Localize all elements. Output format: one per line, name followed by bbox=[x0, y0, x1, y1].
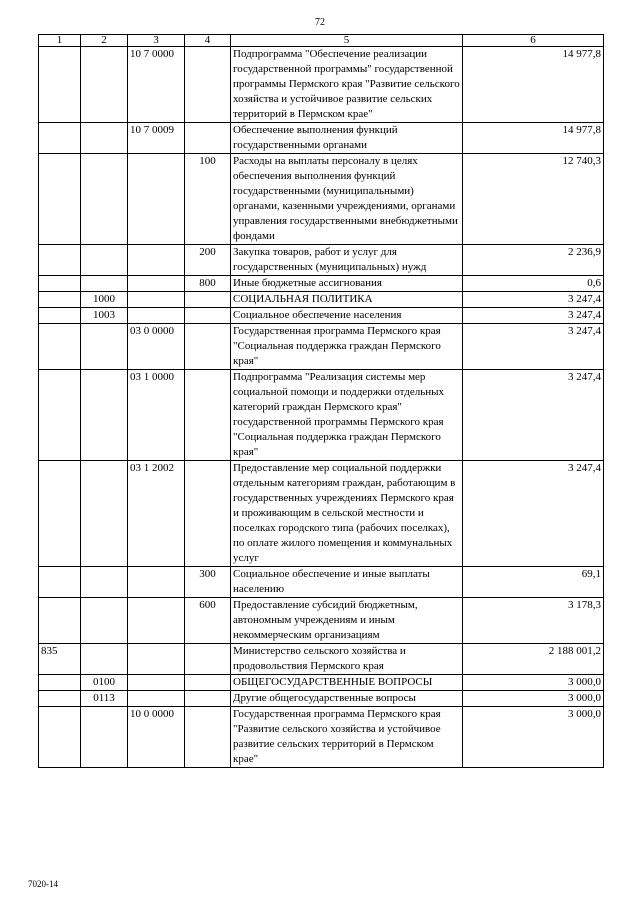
target-item-code-cell bbox=[128, 292, 185, 308]
amount-cell: 2 236,9 bbox=[463, 245, 604, 276]
expense-type-code-cell bbox=[185, 461, 231, 567]
page-number: 72 bbox=[315, 17, 325, 28]
table-row bbox=[39, 123, 604, 154]
description-cell: Подпрограмма "Обеспечение реализации государственной программы" государственной программы Пермского края "Развитие сельского хозяйства и устойчивое развитие сельских территорий в Пермском крае" bbox=[231, 47, 463, 123]
expense-type-code-cell: 300 bbox=[185, 567, 231, 598]
expense-type-code-cell bbox=[185, 644, 231, 675]
target-item-code-cell: 10 7 0000 bbox=[128, 47, 185, 123]
department-code-cell bbox=[39, 47, 81, 123]
section-code-cell bbox=[81, 567, 128, 598]
target-item-code-cell bbox=[128, 567, 185, 598]
department-code-cell bbox=[39, 324, 81, 370]
table-row bbox=[39, 598, 604, 644]
target-item-code-cell bbox=[128, 276, 185, 292]
department-code-cell bbox=[39, 154, 81, 245]
section-code-cell bbox=[81, 707, 128, 768]
expense-type-code-cell: 200 bbox=[185, 245, 231, 276]
table-row bbox=[39, 308, 604, 324]
expense-type-code-cell bbox=[185, 308, 231, 324]
amount-cell: 3 247,4 bbox=[463, 370, 604, 461]
section-code-cell bbox=[81, 276, 128, 292]
amount-cell: 2 188 001,2 bbox=[463, 644, 604, 675]
expense-type-code-cell bbox=[185, 123, 231, 154]
expense-type-code-cell: 800 bbox=[185, 276, 231, 292]
target-item-code-cell bbox=[128, 598, 185, 644]
section-code-cell bbox=[81, 245, 128, 276]
description-cell: Иные бюджетные ассигнования bbox=[231, 276, 463, 292]
department-code-cell bbox=[39, 308, 81, 324]
table-row bbox=[39, 675, 604, 691]
section-code-cell: 1003 bbox=[81, 308, 128, 324]
budget-table bbox=[38, 34, 604, 768]
description-cell: Министерство сельского хозяйства и продовольствия Пермского края bbox=[231, 644, 463, 675]
target-item-code-cell bbox=[128, 308, 185, 324]
table-row bbox=[39, 461, 604, 567]
table-row bbox=[39, 47, 604, 123]
amount-cell: 69,1 bbox=[463, 567, 604, 598]
description-cell: Подпрограмма "Реализация системы мер социальной помощи и поддержки отдельных категорий граждан Пермского края" государственной программы Пермского края "Социальная поддержка граждан Пермского края" bbox=[231, 370, 463, 461]
department-code-cell bbox=[39, 707, 81, 768]
department-code-cell bbox=[39, 276, 81, 292]
department-code-cell bbox=[39, 691, 81, 707]
amount-cell: 3 000,0 bbox=[463, 691, 604, 707]
table-row bbox=[39, 567, 604, 598]
department-code-cell bbox=[39, 461, 81, 567]
section-code-cell: 1000 bbox=[81, 292, 128, 308]
section-code-cell bbox=[81, 123, 128, 154]
amount-cell: 14 977,8 bbox=[463, 123, 604, 154]
department-code-cell: 835 bbox=[39, 644, 81, 675]
expense-type-code-cell bbox=[185, 691, 231, 707]
department-code-cell bbox=[39, 598, 81, 644]
department-code-cell bbox=[39, 370, 81, 461]
table-row bbox=[39, 707, 604, 768]
table-row bbox=[39, 324, 604, 370]
amount-cell: 3 178,3 bbox=[463, 598, 604, 644]
section-code-cell: 0113 bbox=[81, 691, 128, 707]
amount-cell: 3 000,0 bbox=[463, 675, 604, 691]
table-row bbox=[39, 644, 604, 675]
expense-type-code-cell bbox=[185, 292, 231, 308]
description-cell: Закупка товаров, работ и услуг для государственных (муниципальных) нужд bbox=[231, 245, 463, 276]
target-item-code-cell bbox=[128, 691, 185, 707]
amount-cell: 3 247,4 bbox=[463, 461, 604, 567]
amount-cell: 14 977,8 bbox=[463, 47, 604, 123]
department-code-cell bbox=[39, 567, 81, 598]
column-header: 1 bbox=[39, 35, 81, 47]
column-header: 5 bbox=[231, 35, 463, 47]
section-code-cell bbox=[81, 644, 128, 675]
table-row bbox=[39, 276, 604, 292]
description-cell: Расходы на выплаты персоналу в целях обеспечения выполнения функций государственными (муниципальными) органами, казенными учреждениями, органами управления государственными внебюджетными фондами bbox=[231, 154, 463, 245]
section-code-cell bbox=[81, 461, 128, 567]
section-code-cell bbox=[81, 47, 128, 123]
description-cell: Социальное обеспечение и иные выплаты населению bbox=[231, 567, 463, 598]
target-item-code-cell bbox=[128, 245, 185, 276]
section-code-cell bbox=[81, 154, 128, 245]
table-row bbox=[39, 370, 604, 461]
department-code-cell bbox=[39, 245, 81, 276]
document-code: 7020-14 bbox=[28, 879, 58, 889]
column-header: 3 bbox=[128, 35, 185, 47]
target-item-code-cell: 03 1 2002 bbox=[128, 461, 185, 567]
description-cell: Обеспечение выполнения функций государственными органами bbox=[231, 123, 463, 154]
amount-cell: 3 247,4 bbox=[463, 324, 604, 370]
table-header-row bbox=[39, 35, 604, 47]
section-code-cell bbox=[81, 370, 128, 461]
section-code-cell bbox=[81, 324, 128, 370]
department-code-cell bbox=[39, 675, 81, 691]
description-cell: СОЦИАЛЬНАЯ ПОЛИТИКА bbox=[231, 292, 463, 308]
description-cell: Другие общегосударственные вопросы bbox=[231, 691, 463, 707]
amount-cell: 0,6 bbox=[463, 276, 604, 292]
table-row bbox=[39, 691, 604, 707]
department-code-cell bbox=[39, 292, 81, 308]
section-code-cell bbox=[81, 598, 128, 644]
expense-type-code-cell bbox=[185, 675, 231, 691]
expense-type-code-cell: 100 bbox=[185, 154, 231, 245]
description-cell: Предоставление мер социальной поддержки отдельным категориям граждан, работающим в государственных учреждениях Пермского края и проживающим в сельской местности и поселках городского типа (рабочих поселках), по оплате жилого помещения и коммунальных услуг bbox=[231, 461, 463, 567]
expense-type-code-cell: 600 bbox=[185, 598, 231, 644]
expense-type-code-cell bbox=[185, 707, 231, 768]
column-header: 4 bbox=[185, 35, 231, 47]
expense-type-code-cell bbox=[185, 370, 231, 461]
target-item-code-cell: 10 7 0009 bbox=[128, 123, 185, 154]
target-item-code-cell bbox=[128, 675, 185, 691]
expense-type-code-cell bbox=[185, 324, 231, 370]
section-code-cell: 0100 bbox=[81, 675, 128, 691]
department-code-cell bbox=[39, 123, 81, 154]
column-header: 6 bbox=[463, 35, 604, 47]
target-item-code-cell: 10 0 0000 bbox=[128, 707, 185, 768]
description-cell: Государственная программа Пермского края "Развитие сельского хозяйства и устойчивое развитие сельских территорий в Пермском крае" bbox=[231, 707, 463, 768]
target-item-code-cell: 03 0 0000 bbox=[128, 324, 185, 370]
target-item-code-cell: 03 1 0000 bbox=[128, 370, 185, 461]
table-row bbox=[39, 154, 604, 245]
column-header: 2 bbox=[81, 35, 128, 47]
amount-cell: 3 247,4 bbox=[463, 308, 604, 324]
description-cell: ОБЩЕГОСУДАРСТВЕННЫЕ ВОПРОСЫ bbox=[231, 675, 463, 691]
description-cell: Предоставление субсидий бюджетным, автономным учреждениям и иным некоммерческим организациям bbox=[231, 598, 463, 644]
amount-cell: 3 247,4 bbox=[463, 292, 604, 308]
table-row bbox=[39, 245, 604, 276]
amount-cell: 12 740,3 bbox=[463, 154, 604, 245]
expense-type-code-cell bbox=[185, 47, 231, 123]
target-item-code-cell bbox=[128, 644, 185, 675]
description-cell: Государственная программа Пермского края "Социальная поддержка граждан Пермского края" bbox=[231, 324, 463, 370]
target-item-code-cell bbox=[128, 154, 185, 245]
description-cell: Социальное обеспечение населения bbox=[231, 308, 463, 324]
amount-cell: 3 000,0 bbox=[463, 707, 604, 768]
table-row bbox=[39, 292, 604, 308]
